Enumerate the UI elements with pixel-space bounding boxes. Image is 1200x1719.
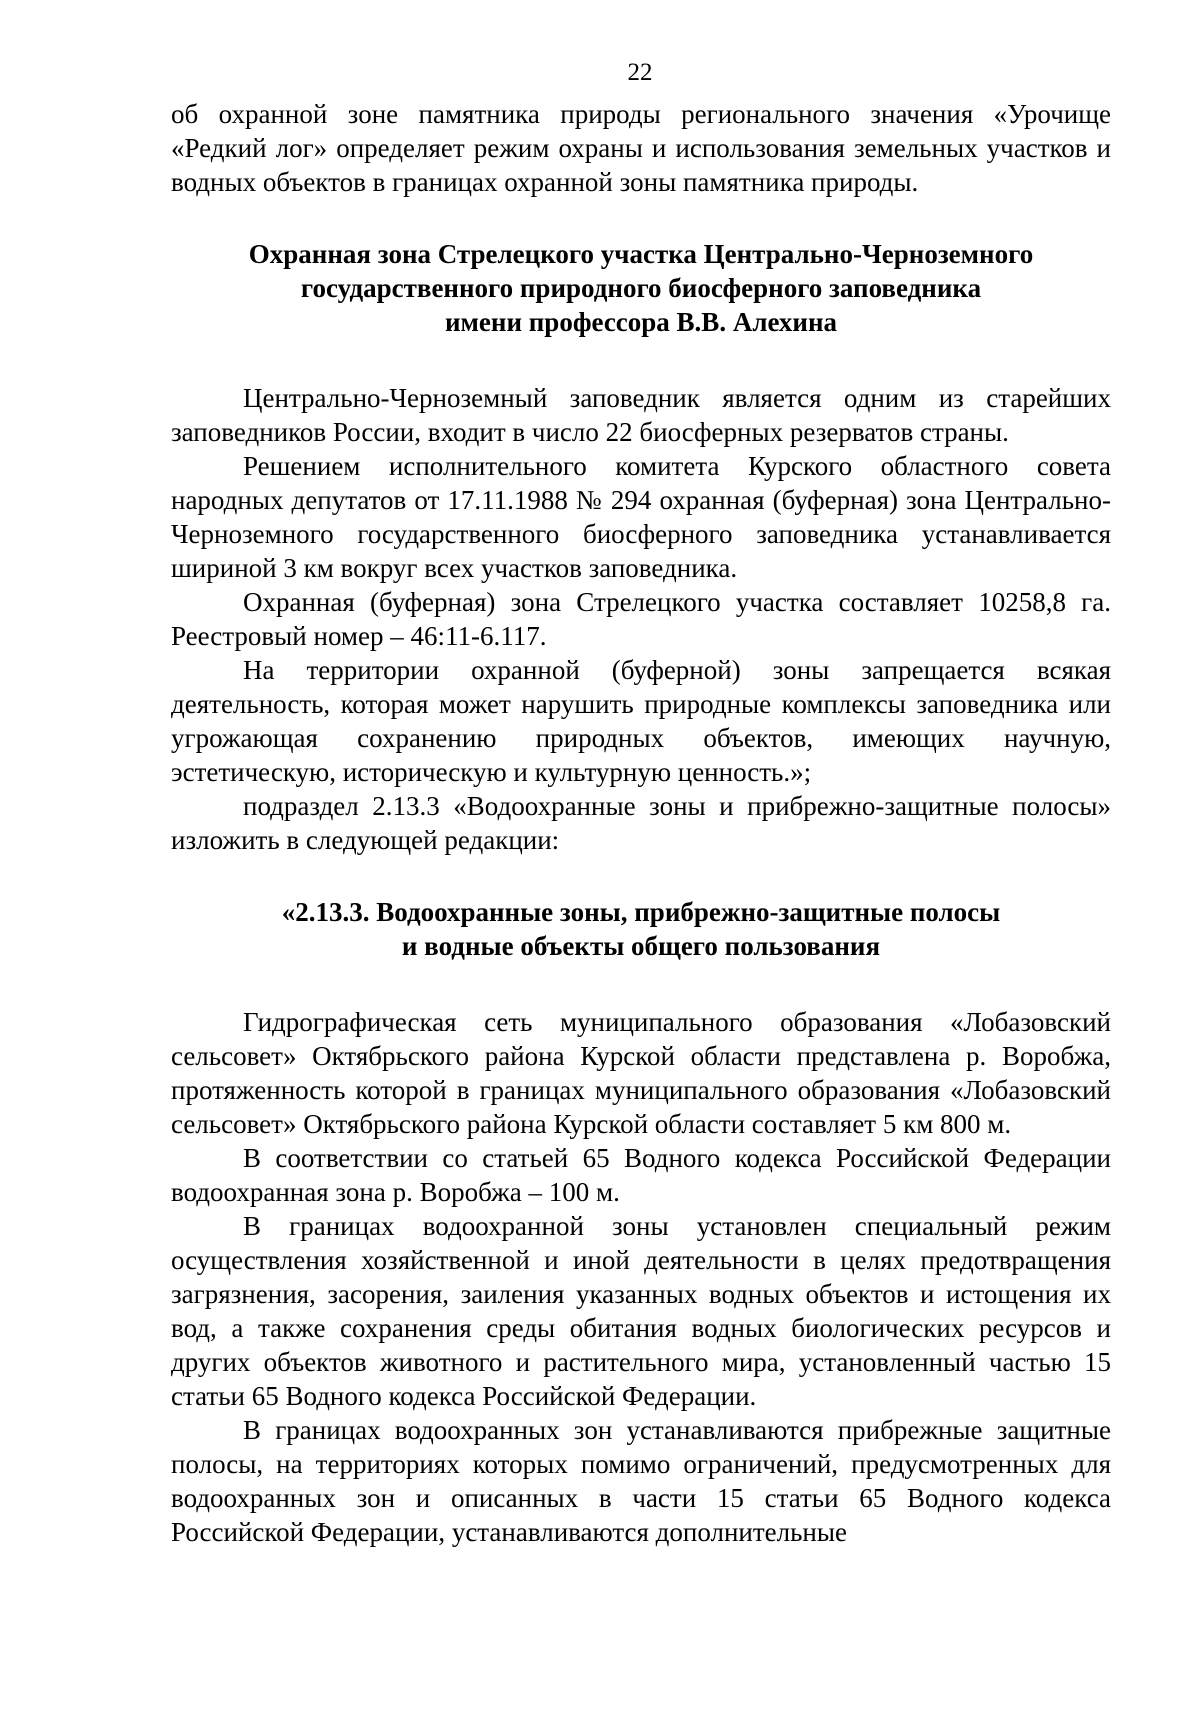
body-paragraph: Решением исполнительного комитета Курского областного совета народных депутатов от 17.11.1988 № 294 охранная (буферная) зона Центрально-Черноземного государственного биосферного заповедника устанавливается шириной 3 км вокруг всех участков заповедника.: [171, 451, 1111, 583]
heading-line: государственного природного биосферного заповедника: [300, 273, 982, 303]
section-heading-buffer-zone: [171, 237, 1111, 339]
heading-line: и водные объекты общего пользования: [401, 931, 881, 961]
document-body: [171, 97, 1111, 1549]
body-paragraph: Центрально-Черноземный заповедник является одним из старейших заповедников России, входит в число 22 биосферных резерватов страны.: [171, 383, 1111, 447]
body-paragraph: На территории охранной (буферной) зоны запрещается всякая деятельность, которая может нарушить природные комплексы заповедника или угрожающая сохранению природных объектов, имеющих научную, эстетическую, историческую и культурную ценность.»;: [171, 655, 1111, 787]
body-paragraph: В соответствии со статьей 65 Водного кодекса Российской Федерации водоохранная зона р. Воробжа – 100 м.: [171, 1143, 1111, 1207]
body-paragraph: Гидрографическая сеть муниципального образования «Лобазовский сельсовет» Октябрьского района Курской области представлена р. Воробжа, протяженность которой в границах муниципального образования «Лобазовский сельсовет» Октябрьского района Курской области составляет 5 км 800 м.: [171, 1007, 1111, 1139]
body-paragraph: подраздел 2.13.3 «Водоохранные зоны и прибрежно-защитные полосы» изложить в следующей редакции:: [171, 791, 1111, 855]
intro-paragraph: об охранной зоне памятника природы регионального значения «Урочище «Редкий лог» определяет режим охраны и использования земельных участков и водных объектов в границах охранной зоны памятника природы.: [171, 99, 1111, 197]
body-paragraph: Охранная (буферная) зона Стрелецкого участка составляет 10258,8 га. Реестровый номер – 46:11-6.117.: [171, 587, 1111, 651]
section-heading-water-protection: [171, 895, 1111, 963]
body-paragraph: В границах водоохранных зон устанавливаются прибрежные защитные полосы, на территориях которых помимо ограничений, предусмотренных для водоохранных зон и описанных в части 15 статьи 65 Водного кодекса Российской Федерации, устанавливаются дополнительные: [171, 1415, 1111, 1547]
heading-line: Охранная зона Стрелецкого участка Центрально-Черноземного: [248, 239, 1034, 269]
body-paragraph: В границах водоохранной зоны установлен специальный режим осуществления хозяйственной и иной деятельности в целях предотвращения загрязнения, засорения, заиления указанных водных объектов и истощения их вод, а также сохранения среды обитания водных биологических ресурсов и других объектов животного и растительного мира, установленный частью 15 статьи 65 Водного кодекса Российской Федерации.: [171, 1211, 1111, 1411]
heading-line: имени профессора В.В. Алехина: [444, 307, 838, 337]
heading-line: «2.13.3. Водоохранные зоны, прибрежно-защитные полосы: [281, 897, 1001, 927]
page-number: 22: [627, 59, 653, 86]
